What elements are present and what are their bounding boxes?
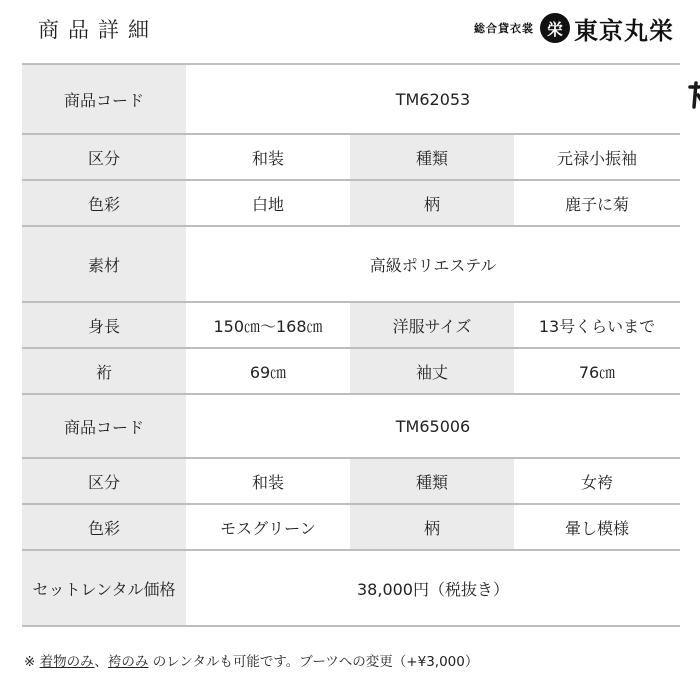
code-label: 商品コード <box>22 394 186 458</box>
row-value: 鹿子に菊 <box>514 180 680 226</box>
footnote <box>24 650 478 670</box>
kimono-only-link[interactable]: 着物のみ <box>39 654 95 670</box>
row-value: 女袴 <box>514 458 680 504</box>
table-row <box>22 550 680 626</box>
row-value: 和装 <box>186 134 350 180</box>
row-value: 69㎝ <box>186 348 350 394</box>
row-value: 13号くらいまで <box>514 302 680 348</box>
product-code: TM65006 <box>186 394 680 458</box>
row-value: 元禄小振袖 <box>514 134 680 180</box>
footnote-separator: 、 <box>94 654 108 670</box>
row-label: 柄 <box>350 504 514 550</box>
table-row <box>22 64 680 134</box>
product-code: TM62053 <box>395 89 471 109</box>
price-value: 38,000円（税抜き） <box>186 550 680 626</box>
row-value: 暈し模様 <box>514 504 680 550</box>
table-row <box>22 226 680 302</box>
brand-logo <box>474 10 674 46</box>
table-row <box>22 180 680 226</box>
row-label: 袖丈 <box>350 348 514 394</box>
row-label: 種類 <box>350 458 514 504</box>
material-label: 素材 <box>22 226 186 302</box>
row-value: 和装 <box>186 458 350 504</box>
table-row <box>22 394 680 458</box>
table-row <box>22 302 680 348</box>
row-label: 種類 <box>350 134 514 180</box>
footnote-prefix: ※ <box>24 654 40 670</box>
row-label: 柄 <box>350 180 514 226</box>
hakama-only-link[interactable]: 袴のみ <box>107 654 149 670</box>
page-title: 商品詳細 <box>38 18 158 42</box>
table-row <box>22 458 680 504</box>
brand-mark-icon: 栄 <box>540 13 570 43</box>
table-row <box>22 348 680 394</box>
row-label: 身長 <box>22 302 186 348</box>
row-label: 洋服サイズ <box>350 302 514 348</box>
code-label: 商品コード <box>22 64 186 134</box>
row-label: 色彩 <box>22 504 186 550</box>
row-value: 150㎝～168㎝ <box>186 302 350 348</box>
row-value: 76㎝ <box>514 348 680 394</box>
row-label: 区分 <box>22 134 186 180</box>
brand-subtitle: 総合貸衣裳 <box>474 22 534 35</box>
brand-name: 東京丸栄 <box>574 15 674 45</box>
table-row <box>22 504 680 550</box>
row-value: モスグリーン <box>186 504 350 550</box>
footnote-text: のレンタルも可能です。ブーツへの変更（+¥3,000） <box>148 654 479 670</box>
material-value: 高級ポリエステル <box>186 226 680 302</box>
row-value: 白地 <box>186 180 350 226</box>
calligraphy-stamp-icon <box>684 79 700 113</box>
row-label: 色彩 <box>22 180 186 226</box>
price-label: セットレンタル価格 <box>22 550 186 626</box>
row-label: 区分 <box>22 458 186 504</box>
code-cell <box>186 64 680 134</box>
table-row <box>22 134 680 180</box>
page-header <box>0 0 700 60</box>
product-spec-table <box>22 63 680 627</box>
row-label: 裄 <box>22 348 186 394</box>
